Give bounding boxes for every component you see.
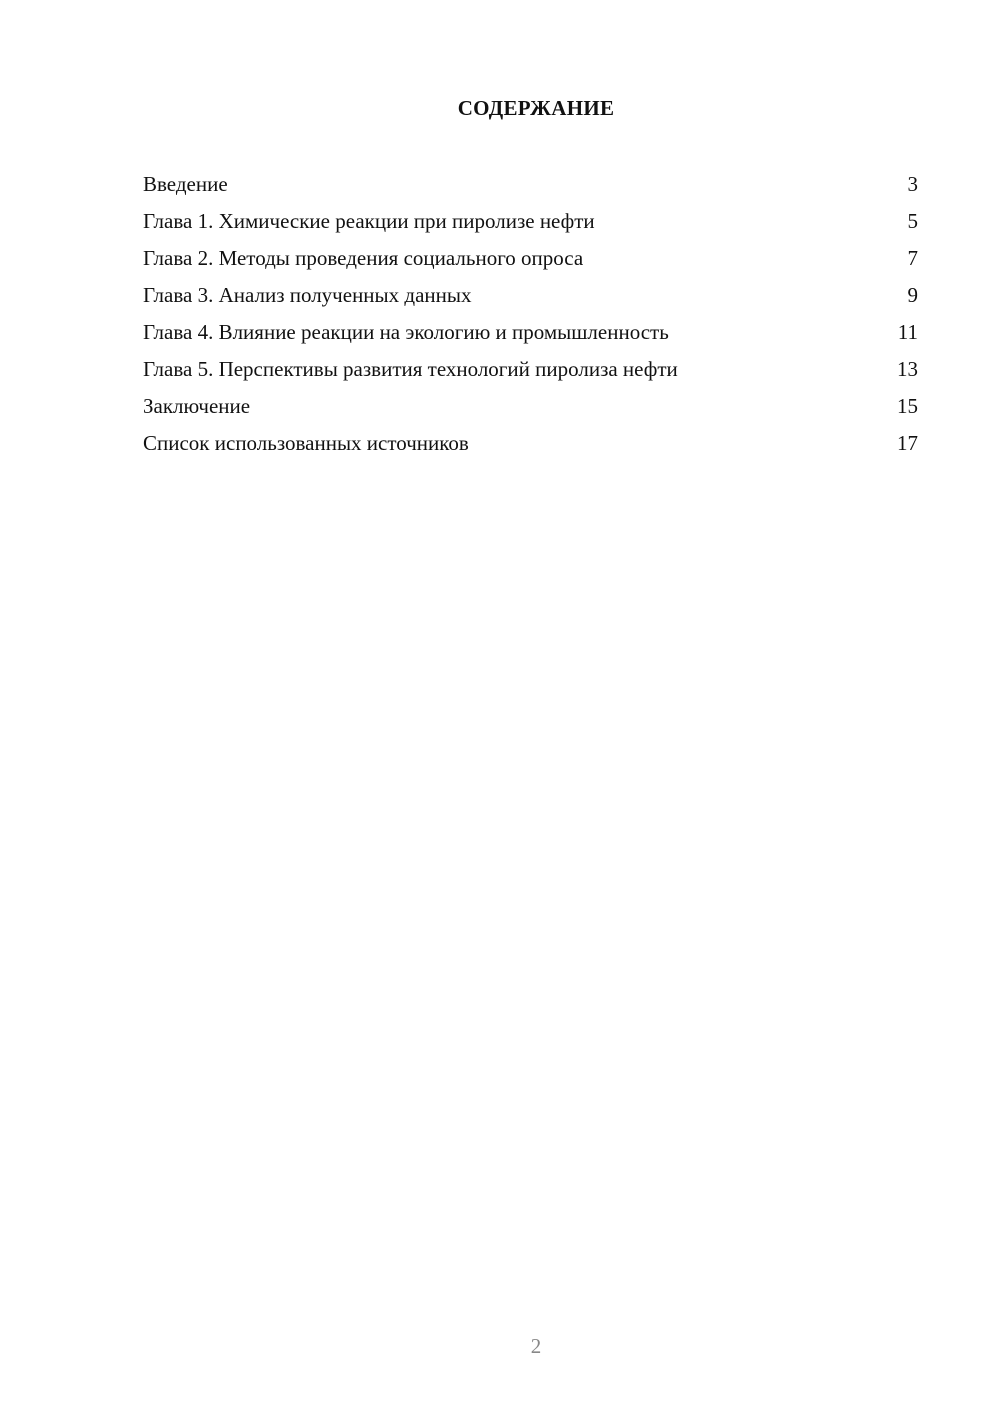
toc-entry-page: 9	[907, 283, 918, 307]
toc-entry-page: 13	[897, 357, 918, 381]
toc-entry-chapter-2	[143, 240, 918, 277]
toc-entry-page: 5	[907, 209, 918, 233]
page-number: 2	[530, 1334, 542, 1358]
toc-entry-page: 17	[897, 431, 918, 455]
toc-entry-chapter-1	[143, 203, 918, 240]
toc-entry-introduction	[143, 166, 918, 203]
toc-entry-chapter-3	[143, 277, 918, 314]
toc-entry-chapter-5	[143, 351, 918, 388]
toc-entry-label: Глава 3. Анализ полученных данных	[143, 283, 472, 307]
toc-entry-label: Заключение	[143, 394, 251, 418]
toc-entry-page: 15	[897, 394, 918, 418]
toc-entry-page: 3	[907, 172, 918, 196]
toc-entry-page: 7	[907, 246, 918, 270]
toc-entry-label: Глава 5. Перспективы развития технологий пиролиза нефти	[143, 357, 678, 381]
toc-entry-page: 11	[897, 320, 918, 344]
toc-entry-label: Введение	[143, 172, 228, 196]
toc-entry-conclusion	[143, 388, 918, 425]
toc-entry-label: Глава 4. Влияние реакции на экологию и промышленность	[143, 320, 669, 344]
table-of-contents	[143, 166, 918, 462]
toc-entry-chapter-4	[143, 314, 918, 351]
toc-entry-label: Глава 2. Методы проведения социального опроса	[143, 246, 584, 270]
toc-title: СОДЕРЖАНИЕ	[457, 96, 615, 120]
toc-entry-label: Глава 1. Химические реакции при пиролизе нефти	[143, 209, 595, 233]
toc-entry-label: Список использованных источников	[143, 431, 469, 455]
toc-entry-references	[143, 425, 918, 462]
